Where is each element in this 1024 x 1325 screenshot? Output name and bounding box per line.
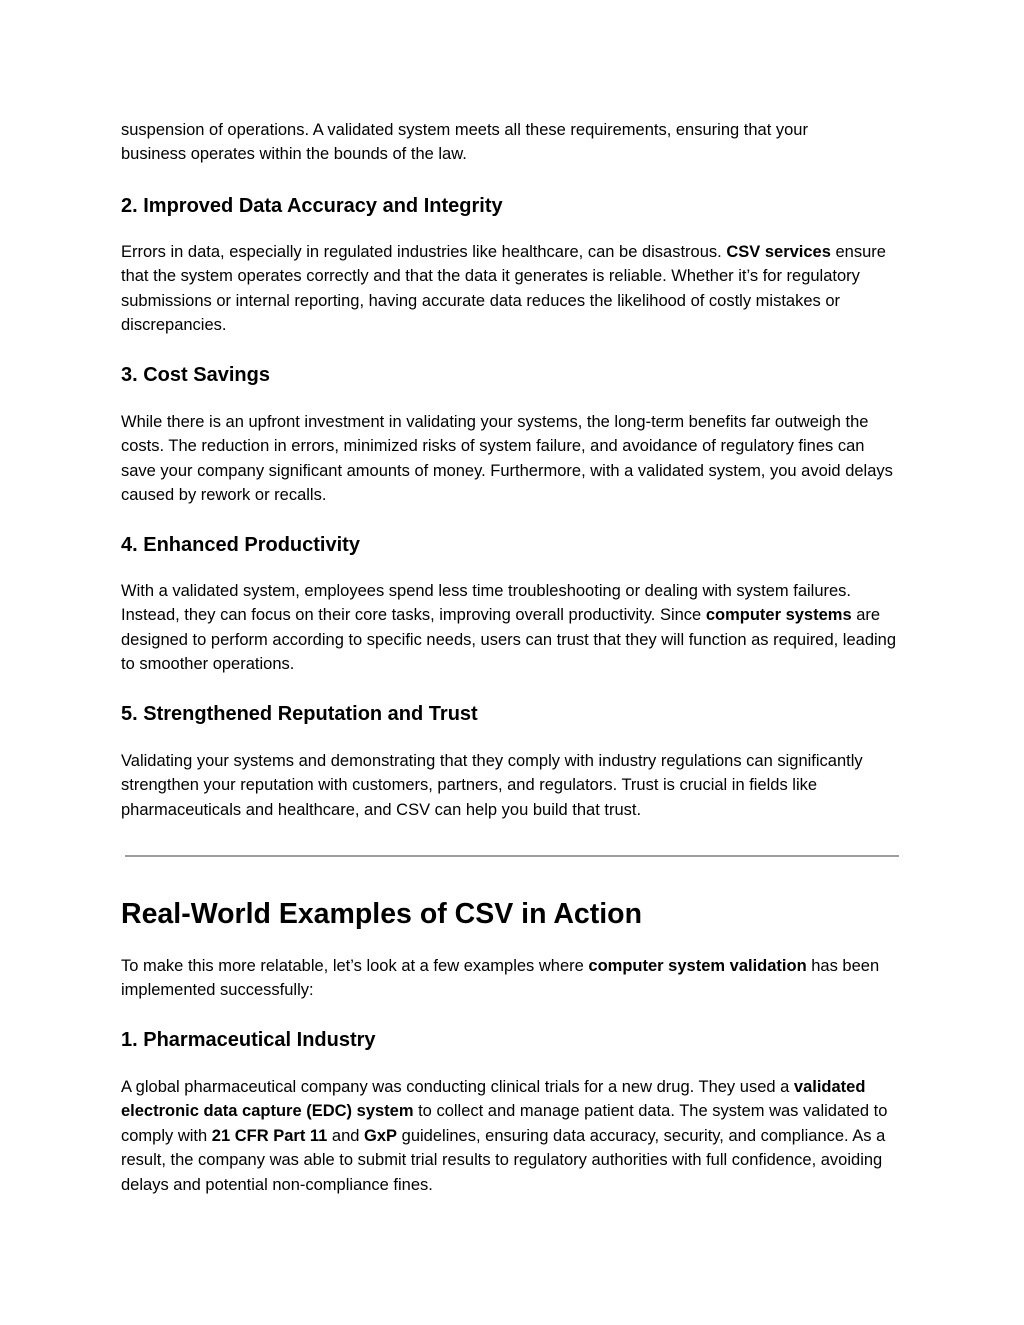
benefit-paragraph-productivity [121, 579, 903, 677]
example-heading-pharma: 1. Pharmaceutical Industry [121, 1029, 376, 1051]
benefit-heading-data-accuracy: 2. Improved Data Accuracy and Integrity [121, 195, 503, 217]
bold-term: computer systems [705, 606, 852, 625]
intro-paragraph [121, 118, 903, 167]
example-paragraph-pharma [121, 1075, 903, 1197]
benefit-heading-cost-savings: 3. Cost Savings [121, 364, 270, 386]
bold-term: computer system validation [588, 957, 807, 975]
paragraph-text: are designed to perform according to specific needs, users can trust that they will function as required, leading to smoother operations. [121, 606, 901, 674]
benefit-paragraph-reputation: Validating your systems and demonstrating that they comply with industry regulations can significantly strengthen your reputation with customers, partners, and regulators. Trust is crucial in fields like pharmaceuticals and healthcare, and CSV can help you build that trust. [121, 752, 868, 819]
paragraph-text: ensure that the system operates correctly and that the data it generates is reliable. Whether it’s for regulatory submissions or internal reporting, having accurate data reduces the likelihood of costly mistakes or discrepancies. [121, 243, 891, 335]
benefit-heading-reputation: 5. Strengthened Reputation and Trust [121, 703, 478, 725]
bold-term: GxP [364, 1126, 398, 1145]
bold-term: validated electronic data capture (EDC) system [121, 1078, 871, 1121]
section-intro-paragraph [121, 954, 903, 1003]
paragraph-text: has been implemented successfully: [121, 957, 884, 1000]
intro-line-1: suspension of operations. A validated system meets all these requirements, ensuring that your [121, 121, 808, 139]
paragraph-text: to collect and manage patient data. The system was validated to comply with [121, 1102, 893, 1145]
paragraph-text: To make this more relatable, let’s look at a few examples where [121, 957, 589, 975]
benefit-paragraph-cost-savings: While there is an upfront investment in validating your systems, the long-term benefits far outweigh the costs. The reduction in errors, minimized risks of system failure, and avoidance of regulatory fines can save your company significant amounts of money. Furthermore, with a validated system, you avoid delays caused by rework or recalls. [121, 413, 898, 505]
section-title: Real-World Examples of CSV in Action [121, 898, 643, 930]
bold-term: CSV services [726, 243, 831, 261]
paragraph-text: and [327, 1126, 365, 1145]
paragraph-text: guidelines, ensuring data accuracy, security, and compliance. As a result, the company was able to submit trial results to regulatory authorities with full confidence, avoiding delays and potential non-compliance fines. [121, 1126, 890, 1194]
bold-term: 21 CFR Part 11 [211, 1126, 328, 1145]
section-divider [125, 855, 899, 857]
benefit-heading-productivity: 4. Enhanced Productivity [121, 534, 360, 556]
intro-line-2: business operates within the bounds of the law. [121, 145, 467, 164]
benefit-paragraph-data-accuracy [121, 240, 903, 338]
paragraph-text: Errors in data, especially in regulated industries like healthcare, can be disastrous. [121, 243, 727, 261]
paragraph-text: A global pharmaceutical company was conducting clinical trials for a new drug. They used a [121, 1078, 794, 1096]
paragraph-text: With a validated system, employees spend less time troubleshooting or dealing with system failures. Instead, they can focus on their core tasks, improving overall productivity. Since [121, 582, 856, 625]
